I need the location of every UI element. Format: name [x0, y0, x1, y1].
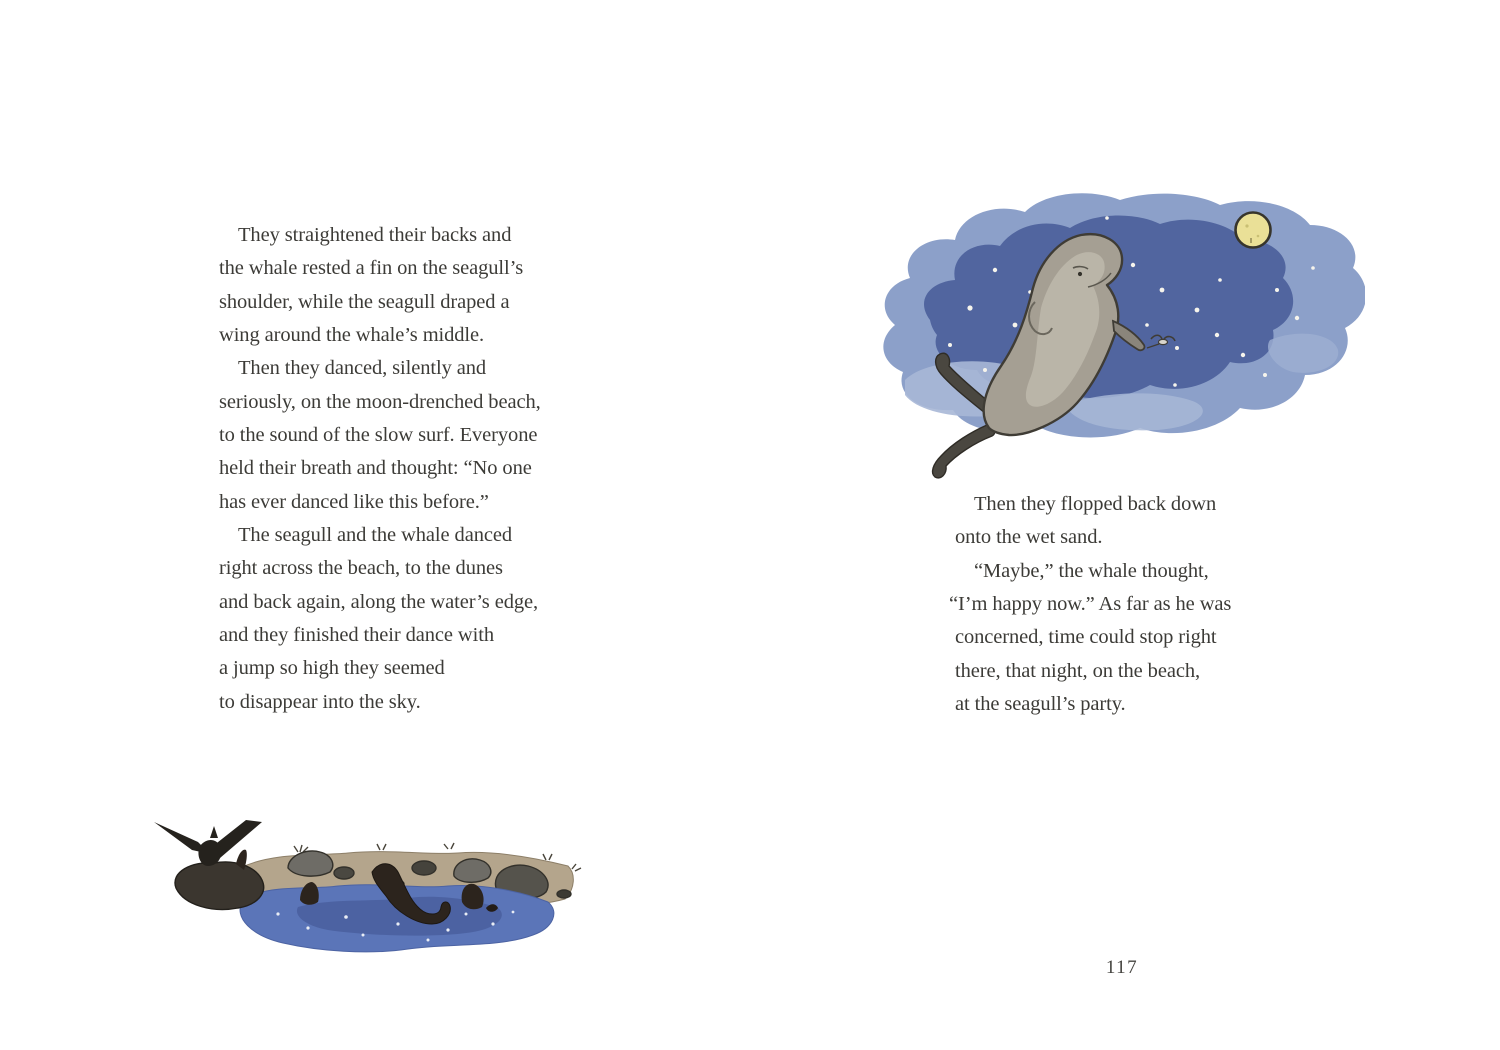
seals-beach-pool-illustration — [148, 802, 583, 962]
text-line: and back again, along the water’s edge, — [219, 590, 539, 613]
right-page-text — [949, 488, 1285, 721]
text-line: Then they danced, silently and — [238, 357, 487, 380]
text-line: seriously, on the moon-drenched beach, — [219, 390, 541, 413]
text-line: to the sound of the slow surf. Everyone — [219, 424, 538, 447]
text-line: wing around the whale’s middle. — [219, 324, 485, 347]
page-number: 117 — [1105, 957, 1139, 978]
text-line: the whale rested a fin on the seagull’s — [219, 257, 524, 280]
text-line: there, that night, on the beach, — [955, 659, 1200, 682]
text-line: a jump so high they seemed — [219, 657, 445, 680]
moon — [1236, 213, 1271, 248]
text-line: has ever danced like this before.” — [219, 490, 489, 513]
text-line: held their breath and thought: “No one — [219, 457, 532, 480]
text-line: “Maybe,” the whale thought, — [974, 559, 1209, 582]
text-line: at the seagull’s party. — [955, 693, 1126, 716]
text-line: shoulder, while the seagull draped a — [219, 290, 510, 313]
text-line: concerned, time could stop right — [955, 626, 1217, 649]
text-line: and they finished their dance with — [219, 624, 494, 647]
dark-mound — [175, 862, 264, 910]
whale-night-sky-illustration — [875, 190, 1365, 490]
left-page-text — [219, 219, 579, 719]
text-line: right across the beach, to the dunes — [219, 557, 503, 580]
text-line: to disappear into the sky. — [219, 690, 421, 713]
text-line: onto the wet sand. — [955, 526, 1103, 549]
text-line: “I’m happy now.” As far as he was — [949, 593, 1232, 616]
text-line: Then they flopped back down — [974, 493, 1217, 515]
whale-eye — [1078, 272, 1082, 276]
text-line: They straightened their backs and — [238, 224, 512, 246]
text-line: The seagull and the whale danced — [238, 524, 513, 547]
